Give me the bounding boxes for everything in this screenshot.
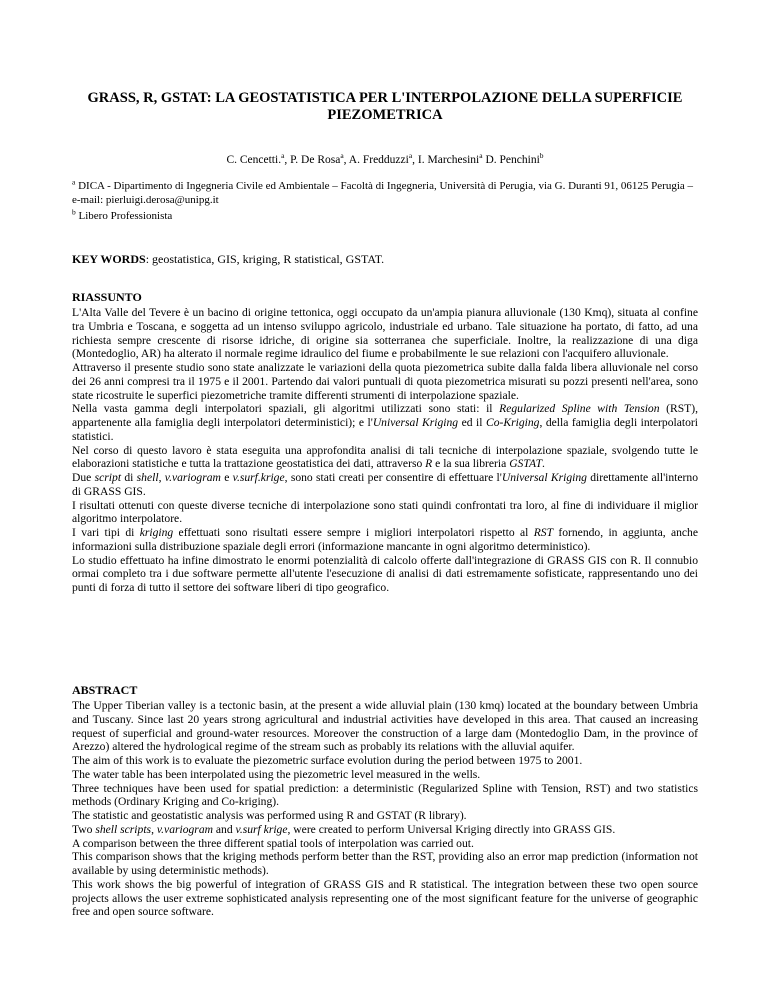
affiliation-text: DICA - Dipartimento di Ingegneria Civile ed Ambientale – Facoltà di Ingegneria, Università di Perugia, via G. Duranti 91, 06125 Perugia – e-mail: pierluigi.derosa@unipg.it — [72, 180, 694, 206]
paragraph: The aim of this work is to evaluate the piezometric surface evolution during the period between 1975 to 2001. — [72, 754, 583, 767]
affiliation-mark: b — [72, 207, 76, 217]
author-name: C. Cencetti. — [226, 154, 282, 166]
abstract-body — [72, 699, 698, 919]
paragraph: Due script di shell, v.variogram e v.surf.krige, sono stati creati per consentire di effettuare l'Universal Kriging direttamente all'interno di GRASS GIS. — [72, 471, 699, 498]
paper-title: GRASS, R, GSTAT: LA GEOSTATISTICA PER L'INTERPOLAZIONE DELLA SUPERFICIE PIEZOMETRICA — [87, 90, 683, 123]
paragraph: The statistic and geostatistic analysis was performed using R and GSTAT (R library). — [72, 809, 467, 822]
paragraph: I risultati ottenuti con queste diverse tecniche di interpolazione sono stati quindi confrontati tra loro, al fine di individuare il miglior algoritmo interpolatore. — [72, 498, 698, 526]
paragraph: L'Alta Valle del Tevere è un bacino di origine tettonica, oggi occupato da un'ampia pianura alluvionale (130 Kmq), situata al confine tra Umbria e Toscana, e soggetta ad un intenso sviluppo agricolo, industriale ed urbano. Tale situazione ha portato, di fatto, ad una richiesta sempre crescente di risorse idriche, di origine sia sotterranea che superficiale. Inoltre, la realizzazione di una diga (Montedoglio, AR) ha alterato il normale regime idraulico del fiume e probabilmente le sue relazioni con l'acquifero alluvionale. — [72, 306, 698, 361]
paragraph: Attraverso il presente studio sono state analizzate le variazioni della quota piezometrica subite dalla falda libera alluvionale nel corso dei 26 anni compresi tra il 1975 e il 2001. Partendo dai valori puntuali di quota piezometrica misurati su pozzi presenti nell'area, sono state ricostruite le superfici piezometriche tramite differenti strumenti di interpolazione spaziale. — [72, 361, 698, 402]
affiliation-mark: a — [72, 177, 76, 187]
paragraph: Nella vasta gamma degli interpolatori spaziali, gli algoritmi utilizzati sono stati: il Regularized Spline with Tension (RST), appartenente alla famiglia degli interpolatori deterministici); e l'Universal Kriging ed il Co-Kriging, della famiglia degli interpolatori statistici. — [72, 402, 699, 443]
author-name: , A. Fredduzzi — [343, 154, 409, 166]
author-mark: a — [281, 151, 285, 161]
paragraph: Nel corso di questo lavoro è stata eseguita una approfondita analisi di tali tecniche di interpolazione spaziale, svolgendo tutte le elaborazioni statistiche e tutta la trattazione geostatistica dei dati, attraverso R e la sua libreria GSTAT. — [72, 443, 698, 471]
author-name: , P. De Rosa — [284, 154, 341, 166]
author-mark: b — [539, 151, 544, 161]
abstract-heading: ABSTRACT — [72, 683, 138, 697]
author-mark: a — [340, 151, 344, 161]
paragraph: Three techniques have been used for spatial prediction: a deterministic (Regularized Spline with Tension, RST) and two statistics methods (Ordinary Kriging and Co-kriging). — [72, 781, 698, 809]
author-list — [72, 151, 698, 166]
affiliation-text: Libero Professionista — [78, 210, 173, 222]
author-mark: a — [408, 151, 413, 161]
affiliation-b — [72, 207, 698, 224]
paragraph: The water table has been interpolated using the piezometric level measured in the wells. — [72, 767, 481, 781]
paragraph: I vari tipi di kriging effettuati sono risultati essere sempre i migliori interpolatori rispetto al RST fornendo, in aggiunta, anche informazioni sulla distribuzione spaziale degli errori (informazione mancante in ogni algoritmo deterministico). — [72, 526, 698, 553]
keywords-label: KEY WORDS — [72, 252, 146, 266]
keywords — [72, 252, 384, 267]
riassunto-body — [72, 306, 698, 595]
affiliation-a — [72, 177, 698, 207]
keywords-text: : geostatistica, GIS, kriging, R statistical, GSTAT. — [145, 252, 385, 266]
author-mark: a — [479, 151, 483, 161]
author-name: , I. Marchesini — [412, 154, 480, 166]
author-name: D. Penchini — [482, 154, 540, 166]
paragraph: This comparison shows that the kriging methods perform better than the RST, providing also an error map prediction (information not available by using deterministic methods). — [72, 850, 698, 877]
paragraph: Lo studio effettuato ha infine dimostrato le enormi potenzialità di calcolo offerte dall'integrazione di GRASS GIS con R. Il connubio ormai completo tra i due software permette all'utente l'esecuzione di analisi di dati estremamente sofisticate, rappresentando uno dei punti di forza di tutto il settore dei software liberi di tipo geografico. — [72, 553, 698, 594]
paragraph: A comparison between the three different spatial tools of interpolation was carried out. — [72, 836, 474, 850]
paragraph: The Upper Tiberian valley is a tectonic basin, at the present a wide alluvial plain (130 kmq) located at the boundary between Umbria and Tuscany. Since last 20 years strong agricultural and industrial activities have developed in this area. That caused an increasing request of superficial and ground-water resources. Moreover the construction of a large dam (Montedoglio Dam, in the province of Arezzo) altered the hydrological regime of the stream such as probably its relations with the alluvial aquifer. — [72, 699, 698, 754]
riassunto-heading: RIASSUNTO — [72, 290, 142, 304]
paragraph: Two shell scripts, v.variogram and v.surf krige, were created to perform Universal Kriging directly into GRASS GIS. — [72, 822, 616, 836]
paragraph: This work shows the big powerful of integration of GRASS GIS and R statistical. The integration between these two open source projects allows the user extreme sophisticated analysis representing one of the most significant feature for the universe of geographic free and open source software. — [72, 877, 698, 919]
